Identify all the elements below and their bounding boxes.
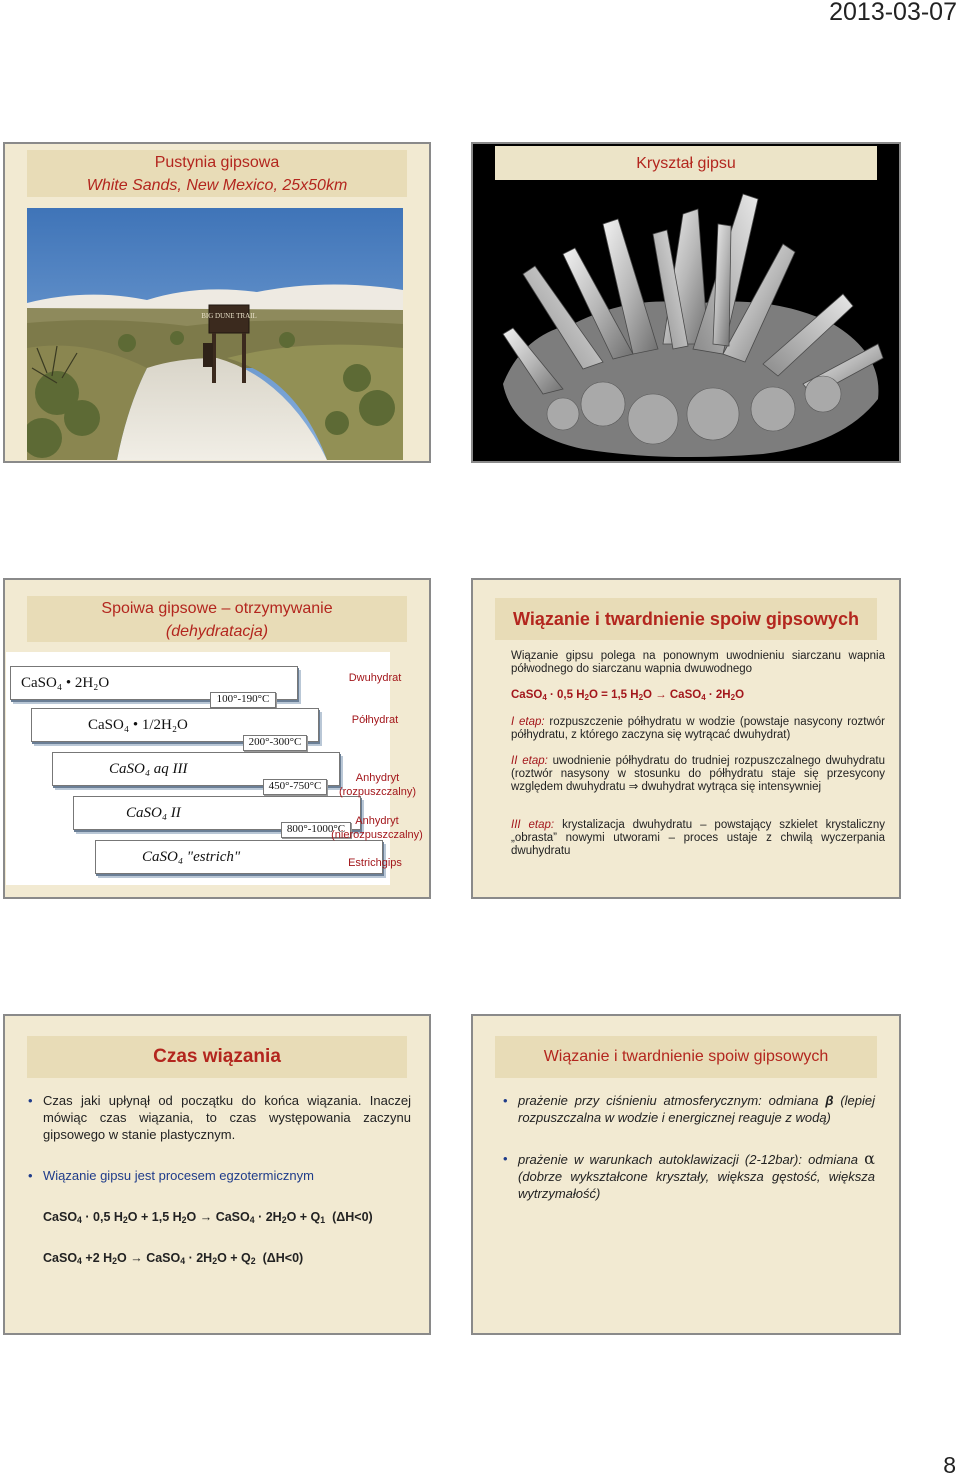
formula-box-anhydrite-ii: CaSO₄ II [73, 796, 361, 830]
slide-title-band [495, 146, 877, 180]
slide-calcination-variants [471, 1014, 901, 1335]
slide-title-band [27, 596, 407, 642]
slide-setting-hardening [471, 578, 901, 899]
header-date: 2013-03-07 [829, 0, 957, 26]
trail-sign-text: BIG DUNE TRAIL [201, 312, 257, 320]
slide-title-band [495, 1036, 877, 1078]
bullet-dot: • [28, 1093, 33, 1108]
label-hemihydrate: Półhydrat [351, 714, 399, 726]
slide-white-sands [3, 142, 431, 463]
intro-text: Wiązanie gipsu polega na ponownym uwodnieniu siarczanu wapnia półwodnego do siarczanu wapnia dwuwodnego [511, 650, 885, 675]
slide-title: Kryształ gipsu [636, 154, 736, 172]
temp-box-2: 200°-300°C [243, 735, 307, 751]
bullet-dot: • [28, 1168, 33, 1183]
bullet-alpha-variant: • prażenie w warunkach autoklawizacji (2-12bar): odmiana α (dobrze wykształcone kryształy, większa gęstość, większa wytrzymałość) [503, 1149, 875, 1201]
reaction-equation: CaSO$_4$ · 0,5 $H_2O = 1,5$ $H_2O$ → CaSO$_4$ · $2H_2O$ [511, 689, 745, 702]
stage-2-text: II etap: uwodnienie półhydratu do trudniej rozpuszczalnego dwuhydratu (roztwór nasysony w stosunku do półhydratu staje się przesycony względem dwuhydratu ⇒ dwuhydrat wytrąca się intensywniej [511, 755, 885, 793]
formula-box-estrich: CaSO₄ "estrich" [95, 840, 383, 874]
temp-box-1: 100°-190°C [210, 692, 276, 708]
equation-2: CaSO$_4$ +2 $H_2O$ → CaSO$_4$ · $2H_2O + Q_2$ (ΔH<0) [43, 1251, 304, 1267]
bullet-beta-variant: • prażenie przy ciśnieniu atmosferycznym: odmiana β (lepiej rozpuszczalna w wodzie i energicznej reaguje z wodą) [503, 1093, 875, 1125]
slide-setting-time [3, 1014, 431, 1335]
bullet-exothermic: • Wiązanie gipsu jest procesem egzotermicznym [28, 1168, 314, 1183]
temp-box-3: 450°-750°C [263, 779, 327, 795]
slide-title-band [27, 150, 407, 197]
formula-box-hemihydrate: CaSO₄ • 1/2H₂O [31, 708, 319, 742]
label-estrichgips: Estrichgips [348, 857, 402, 869]
bullet-dot: • [503, 1151, 508, 1166]
slide-gypsum-crystal [471, 142, 901, 463]
slide-title-band [27, 1036, 407, 1078]
stage-1-text: I etap: rozpuszczenie półhydratu w wodzie (powstaje nasycony roztwór półhydratu, z którego zaczyna się wytrącać dwuhydrat) [511, 716, 885, 741]
slide-title: Wiązanie i twardnienie spoiw gipsowych [513, 608, 859, 629]
slide-title-line2: White Sands, New Mexico, 25x50km [86, 177, 348, 194]
slide-dehydration [3, 578, 431, 899]
slide-title-line1: Spoiwa gipsowe – otrzymywanie [101, 600, 333, 617]
label-anhydrite-insoluble: Anhydryt (nierozpuszczalny) [331, 815, 423, 841]
slide-title: Czas wiązania [153, 1046, 281, 1067]
label-dihydrate: Dwuhydrat [348, 672, 402, 684]
slide-title-line2: (dehydratacja) [165, 623, 269, 640]
formula-box-dihydrate: CaSO₄ • 2H₂O [10, 666, 298, 700]
formula-box-anhydrite-iii: CaSO₄ aq III [52, 752, 340, 786]
bullet-setting-time-definition: • Czas jaki upłynął od początku do końca wiązania. Inaczej mówiąc czas wiązania, to czas występowania zaczynu gipsowego w stanie plastycznym. [28, 1093, 411, 1142]
bullet-dot: • [503, 1093, 508, 1108]
slide-title: Wiązanie i twardnienie spoiw gipsowych [543, 1048, 829, 1065]
stage-3-text: III etap: krystalizacja dwuhydratu – powstający szkielet krystaliczny „obrasta” nowymi utworami – proces ustaje z chwilą wyczerpania dwuhydratu [511, 819, 886, 857]
gypsum-crystal-photo [483, 184, 893, 462]
white-sands-photo [27, 208, 403, 460]
slide-title-line1: Pustynia gipsowa [154, 154, 280, 171]
slide-title-band [495, 598, 877, 640]
equation-1: CaSO$_4$ · 0,5 $H_2O + 1,5$ $H_2O$ → CaSO$_4$ · $2H_2O + Q_1$ (ΔH<0) [43, 1210, 373, 1226]
temp-box-4: 800°-1000°C [281, 822, 351, 838]
page-number: 8 [943, 1452, 956, 1478]
label-anhydrite-soluble: Anhydryt (rozpuszczalny) [338, 772, 417, 798]
